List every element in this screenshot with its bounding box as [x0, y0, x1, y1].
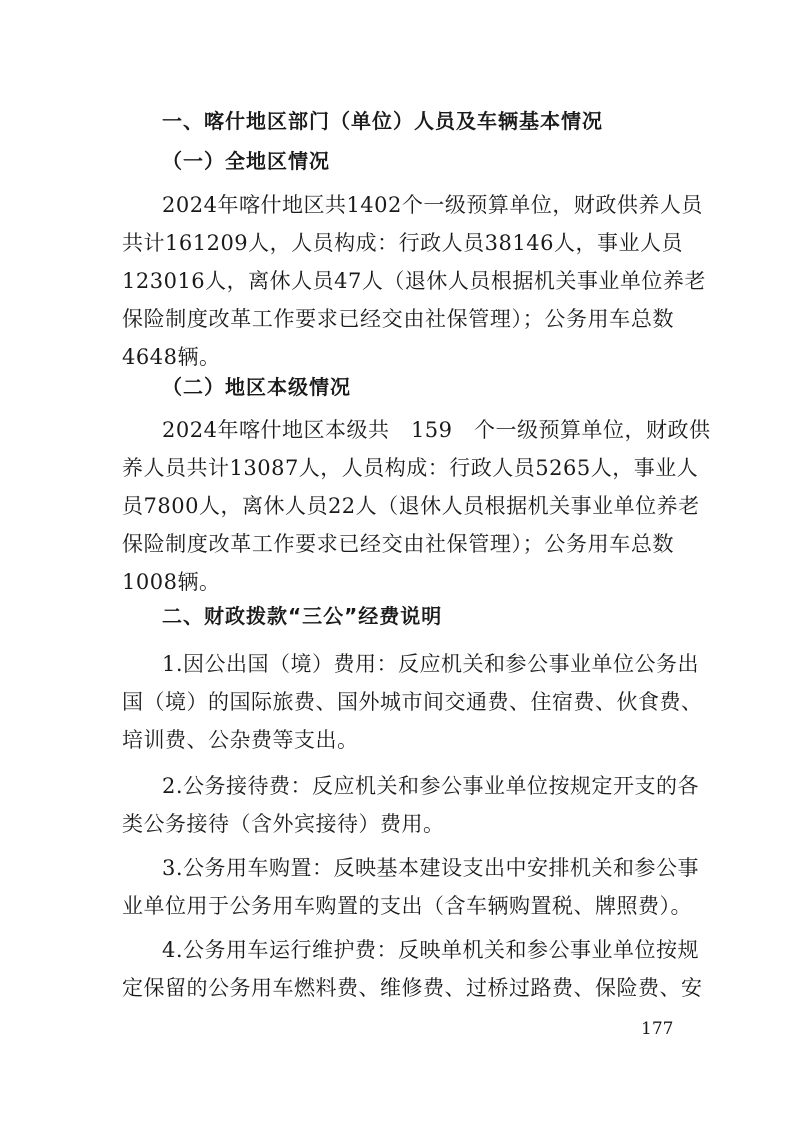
subheading-region-level: （二）地区本级情况	[162, 375, 351, 399]
heading-section-two: 二、财政拨款“三公”经费说明	[162, 604, 443, 628]
page-number: 177	[641, 1019, 674, 1039]
subheading-whole-region: （一）全地区情况	[162, 149, 330, 173]
paragraph-line: 培训费、公杂费等支出。	[122, 728, 359, 752]
paragraph-line: 国（境）的国际旅费、国外城市间交通费、住宿费、伙食费、	[122, 690, 703, 714]
paragraph-line: 业单位用于公务用车购置的支出（含车辆购置税、牌照费）。	[122, 894, 692, 918]
paragraph-line: 3.公务用车购置：反映基本建设支出中安排机关和参公事	[162, 856, 700, 880]
paragraph-line: 养人员共计13087人，人员构成：行政人员5265人，事业人	[122, 456, 699, 480]
paragraph-line: 2024年喀什地区共1402个一级预算单位，财政供养人员	[162, 193, 703, 217]
paragraph-line: 123016人，离休人员47人（退休人员根据机关事业单位养老	[122, 269, 706, 293]
paragraph-line: 类公务接待（含外宾接待）费用。	[122, 812, 445, 836]
paragraph-line: 员7800人，离休人员22人（退休人员根据机关事业单位养老	[122, 494, 700, 518]
paragraph-line: 1.因公出国（境）费用：反应机关和参公事业单位公务出	[162, 652, 700, 676]
paragraph-line: 2.公务接待费：反应机关和参公事业单位按规定开支的各	[162, 774, 700, 798]
paragraph-line: 1008辆。	[122, 570, 221, 594]
paragraph-line: 2024年喀什地区本级共 159 个一级预算单位，财政供	[162, 418, 711, 442]
paragraph-line: 4648辆。	[122, 345, 221, 369]
paragraph-line: 保险制度改革工作要求已经交由社保管理）；公务用车总数	[122, 532, 674, 556]
paragraph-line: 4.公务用车运行维护费：反映单机关和参公事业单位按规	[162, 938, 700, 962]
heading-section-one: 一、喀什地区部门（单位）人员及车辆基本情况	[162, 109, 603, 133]
paragraph-line: 共计161209人，人员构成：行政人员38146人，事业人员	[122, 231, 683, 255]
paragraph-line: 定保留的公务用车燃料费、维修费、过桥过路费、保险费、安	[122, 976, 703, 1000]
paragraph-line: 保险制度改革工作要求已经交由社保管理）；公务用车总数	[122, 307, 674, 331]
